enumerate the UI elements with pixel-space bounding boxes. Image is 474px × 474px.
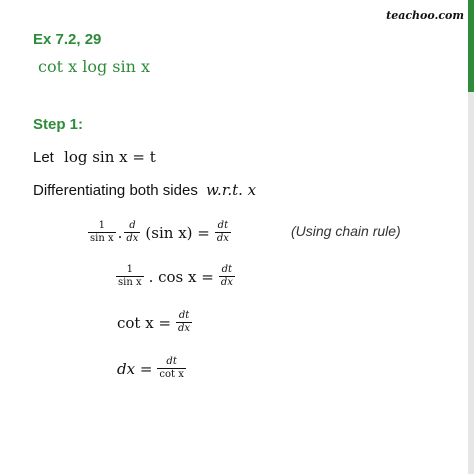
fraction-numerator: 1 <box>126 264 133 275</box>
fraction-denominator: sin x <box>118 277 142 288</box>
let-line <box>33 148 156 166</box>
fraction-denominator: dx <box>126 233 139 244</box>
fraction-denominator: sin x <box>90 233 114 244</box>
fraction-numerator: dt <box>221 264 233 275</box>
chain-rule-note: (Using chain rule) <box>291 223 401 239</box>
fraction-numerator: dt <box>166 356 177 367</box>
fraction-numerator: 1 <box>98 220 105 231</box>
fraction-dt-over-cotx <box>157 356 185 381</box>
equation-2 <box>114 264 237 289</box>
equation-middle: (sin x) = <box>145 223 210 242</box>
fraction-d-over-dx <box>124 220 140 245</box>
scrollbar-thumb[interactable] <box>468 0 474 92</box>
equation-3 <box>117 310 194 335</box>
equation-left: dx = <box>117 359 153 378</box>
equation-middle: . cos x = <box>148 267 214 286</box>
fraction-dt-over-dx <box>176 310 192 335</box>
equation-left: cot x = <box>117 313 172 332</box>
fraction-dt-over-dx <box>215 220 231 245</box>
teachoo-logo: teachoo.com <box>386 9 464 22</box>
equation-4 <box>117 356 188 381</box>
differentiating-text: Differentiating both sides <box>33 182 198 199</box>
wrt-math: w.r.t. x <box>206 181 257 199</box>
fraction-numerator: d <box>129 220 136 231</box>
exercise-expression: cot x log sin x <box>38 57 151 76</box>
fraction-1-over-sinx <box>88 220 116 245</box>
fraction-numerator: dt <box>217 220 229 231</box>
fraction-denominator: cot x <box>159 369 184 380</box>
equation-1 <box>86 220 233 245</box>
fraction-dt-over-dx <box>219 264 235 289</box>
dot-operator: . <box>117 223 123 242</box>
differentiating-line <box>33 181 256 199</box>
let-prefix: Let <box>33 149 54 166</box>
fraction-denominator: dx <box>220 277 233 288</box>
fraction-denominator: dx <box>178 323 191 334</box>
step-heading: Step 1: <box>33 116 84 133</box>
fraction-1-over-sinx <box>116 264 144 289</box>
let-math: log sin x = t <box>64 148 156 166</box>
exercise-title: Ex 7.2, 29 <box>33 31 102 48</box>
scrollbar[interactable] <box>468 0 474 474</box>
fraction-denominator: dx <box>216 233 229 244</box>
fraction-numerator: dt <box>178 310 190 321</box>
